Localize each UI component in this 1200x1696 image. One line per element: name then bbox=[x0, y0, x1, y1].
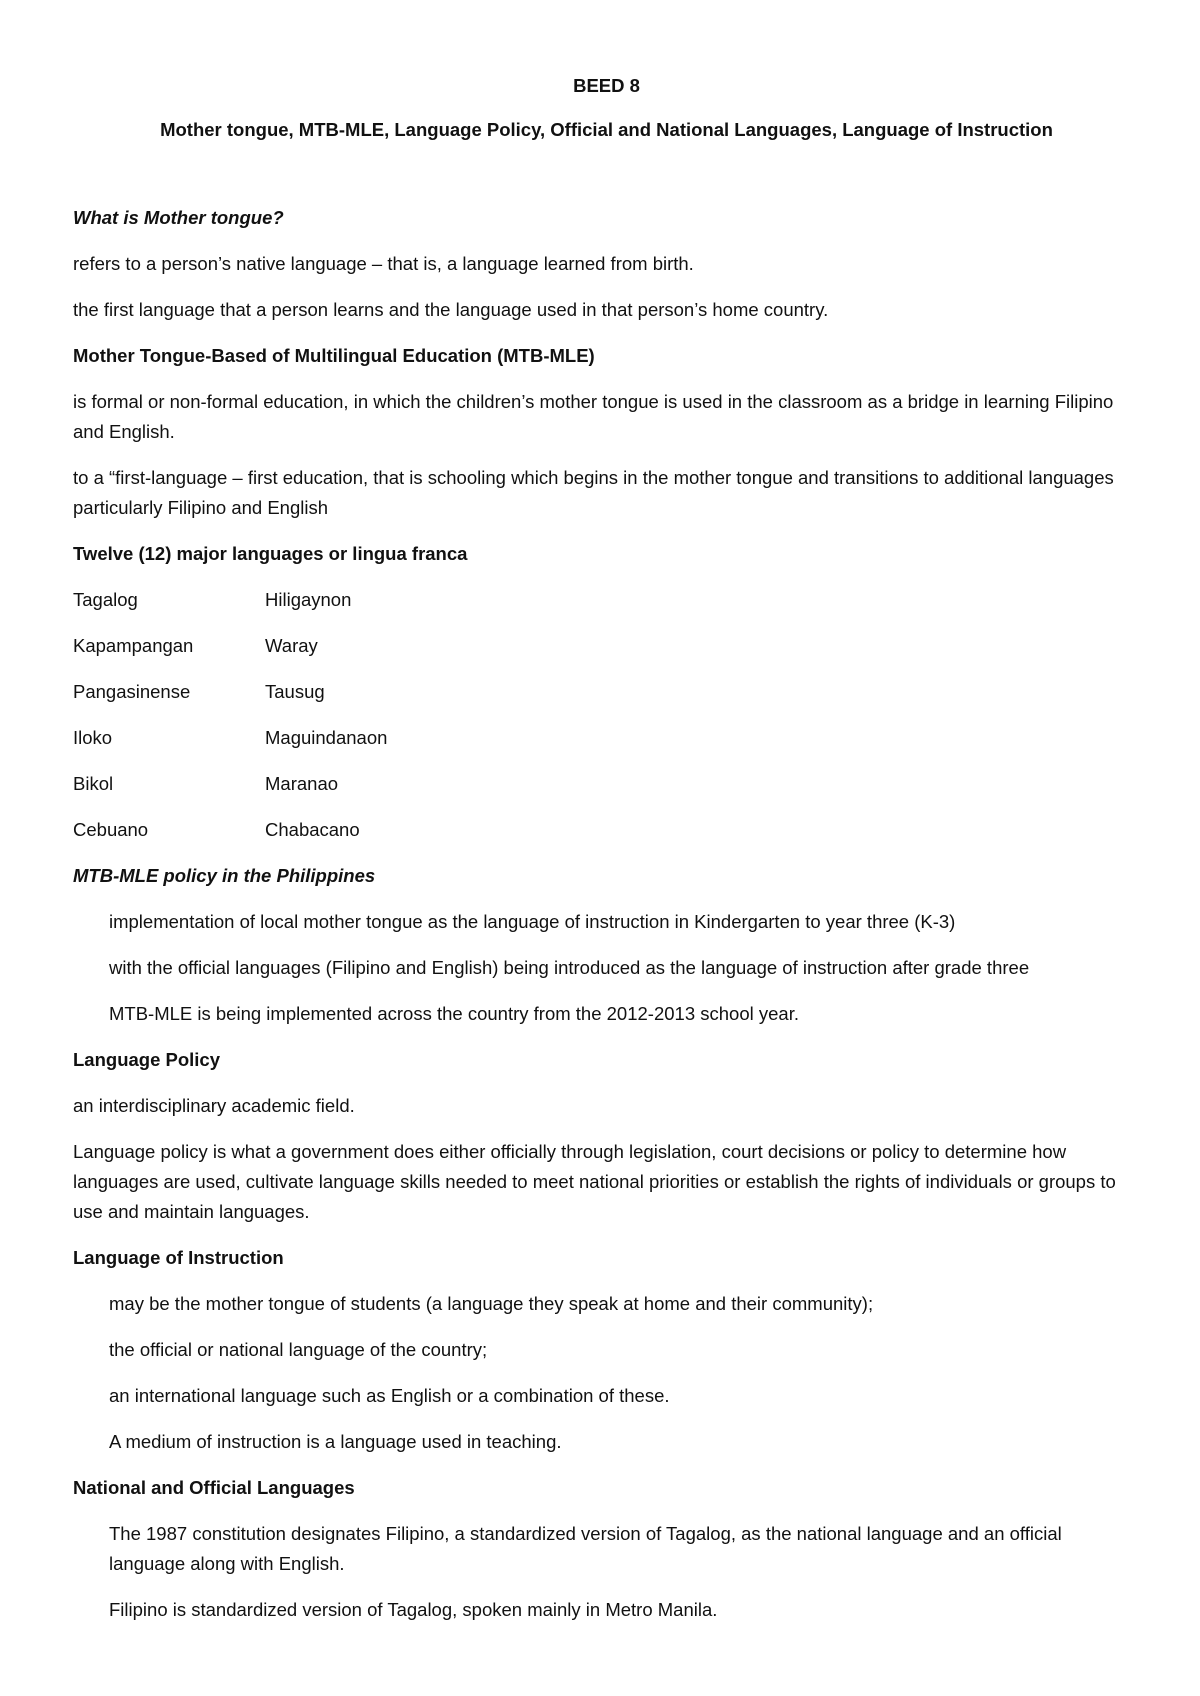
language-item: Hiligaynon bbox=[265, 589, 352, 610]
policy-ph-item: MTB-MLE is being implemented across the country from the 2012-2013 school year. bbox=[109, 1003, 799, 1024]
national-item: Filipino is standardized version of Tagalog, spoken mainly in Metro Manila. bbox=[109, 1599, 718, 1620]
instruction-heading: Language of Instruction bbox=[73, 1247, 284, 1268]
language-policy-definition-2: Language policy is what a government does either officially through legislation, court decisions or policy to determine how languages are used, cultivate language skills needed to meet national priorities or establish the rights of individuals or groups to use and maintain languages. bbox=[73, 1141, 1116, 1222]
language-item: Waray bbox=[265, 635, 318, 656]
mother-tongue-definition-2: the first language that a person learns and the language used in that person’s home country. bbox=[73, 299, 829, 320]
language-item: Cebuano bbox=[73, 819, 149, 840]
language-item: Kapampangan bbox=[73, 635, 194, 656]
national-item: The 1987 constitution designates Filipino, a standardized version of Tagalog, as the national language and an official language along with English. bbox=[109, 1523, 1062, 1574]
mtb-mle-heading: Mother Tongue-Based of Multilingual Education (MTB-MLE) bbox=[73, 345, 595, 366]
language-item: Tagalog bbox=[73, 589, 138, 610]
language-policy-heading: Language Policy bbox=[73, 1049, 221, 1070]
instruction-item: A medium of instruction is a language used in teaching. bbox=[109, 1431, 562, 1452]
national-heading: National and Official Languages bbox=[73, 1477, 355, 1498]
language-item: Tausug bbox=[265, 681, 325, 702]
language-policy-definition-1: an interdisciplinary academic field. bbox=[73, 1095, 355, 1116]
course-code: BEED 8 bbox=[573, 75, 640, 96]
language-item: Chabacano bbox=[265, 819, 360, 840]
mtb-mle-definition-2: to a “first-language – first education, that is schooling which begins in the mother tongue and transitions to additional languages particularly Filipino and English bbox=[73, 467, 1114, 518]
language-item: Bikol bbox=[73, 773, 114, 794]
instruction-item: may be the mother tongue of students (a language they speak at home and their community); bbox=[109, 1293, 874, 1314]
language-item: Maranao bbox=[265, 773, 339, 794]
language-item: Iloko bbox=[73, 727, 113, 748]
language-item: Pangasinense bbox=[73, 681, 191, 702]
mother-tongue-definition-1: refers to a person’s native language – that is, a language learned from birth. bbox=[73, 253, 694, 274]
policy-ph-item: implementation of local mother tongue as the language of instruction in Kindergarten to year three (K-3) bbox=[109, 911, 956, 932]
instruction-item: an international language such as English or a combination of these. bbox=[109, 1385, 670, 1406]
mother-tongue-heading: What is Mother tongue? bbox=[73, 207, 284, 228]
mtb-mle-definition-1: is formal or non-formal education, in which the children’s mother tongue is used in the classroom as a bridge in learning Filipino and English. bbox=[73, 391, 1114, 442]
language-item: Maguindanaon bbox=[265, 727, 388, 748]
policy-ph-item: with the official languages (Filipino and English) being introduced as the language of instruction after grade three bbox=[109, 957, 1030, 978]
languages-list bbox=[73, 585, 1140, 845]
instruction-item: the official or national language of the country; bbox=[109, 1339, 488, 1360]
document-title: Mother tongue, MTB-MLE, Language Policy, Official and National Languages, Language of Instruction bbox=[160, 119, 1053, 140]
policy-ph-heading: MTB-MLE policy in the Philippines bbox=[73, 865, 376, 886]
languages-heading: Twelve (12) major languages or lingua franca bbox=[73, 543, 468, 564]
